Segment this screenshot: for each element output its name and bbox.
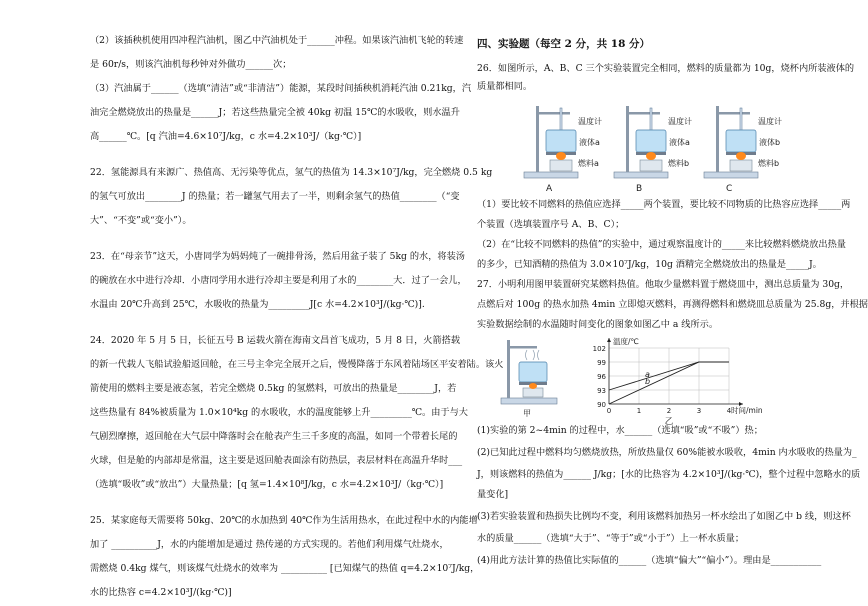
q24-line-4: 这些热量有 84%被质量为 1.0×10⁴kg 的水吸收，水的温度能够上升_________℃。由于与大 — [90, 407, 468, 418]
x-tick-label: 1 — [636, 407, 642, 415]
fuel-b-label: 燃料b — [668, 159, 690, 168]
q26-body-line-1: （1）要比较不同燃料的热值应选择_____两个装置，要比较不同物质的比热容应选择_____两 — [477, 199, 851, 210]
thermometer-label: 温度计 — [578, 117, 602, 126]
x-tick-label: 2 — [666, 407, 672, 415]
thermometer-label-b: 温度计 — [668, 117, 692, 126]
y-tick-label: 99 — [597, 359, 606, 367]
q25-line-2: 加了 __________J，水的内能增加是通过 热传递的方式实现的。若他们利用煤气灶烧水， — [90, 539, 449, 550]
q24-line-7: （选填“吸收”或“放出”）大量热量；[q 氢=1.4×10⁸J/kg，c 水=4.2×10³J/（kg·℃）] — [90, 479, 444, 490]
section-title: 四、实验题（每空 2 分，共 18 分） — [477, 38, 651, 50]
q21-line-1: （2）该插秧机使用四冲程汽油机，图乙中汽油机处于______冲程。如果该汽油机飞轮的转速 — [90, 35, 464, 46]
q24-line-3: 箭使用的燃料主要是液态氢，若完全燃烧 0.5kg 的氢燃料，可放出的热量是________J，若 — [90, 383, 457, 394]
q26-intro-line-1: 26．如图所示，A、B、C 三个实验装置完全相同，燃料的质量都为 10g，烧杯内所装液体的 — [477, 63, 855, 74]
q24-line-1: 24．2020 年 5 月 5 日，长征五号 B 运载火箭在海南文昌首飞成功，5 月 8 日，火箭搭载 — [90, 335, 461, 346]
series-label-b: b — [645, 377, 651, 386]
q27-body-line-5: (3)若实验装置和热损失比例均不变，利用该燃料加热另一杯水绘出了如图乙中 b 线，则这杯 — [477, 511, 851, 522]
q23-line-1: 23．在“母亲节”这天，小唐同学为妈妈炖了一碗排骨汤，然后用盆子装了 5kg 的水，将装汤 — [90, 251, 465, 262]
q21-line-4: 油完全燃烧放出的热量是______J；若这些热量完全被 40kg 初温 15℃的水吸收，则水温升 — [90, 107, 460, 118]
q21-line-3: （3）汽油属于______（选填“清洁”或“非清洁”）能源，某段时间插秧机消耗汽油 0.21kg，汽 — [90, 83, 472, 94]
q25-line-4: 水的比热容 c=4.2×10³J/(kg·℃)] — [90, 587, 232, 598]
temperature-chart — [589, 336, 799, 427]
y-axis-arrow — [607, 338, 611, 342]
label-b: B — [636, 184, 643, 194]
y-tick-label: 102 — [592, 345, 606, 353]
apparatus-a — [524, 106, 602, 194]
y-axis-label: 温度/℃ — [613, 337, 639, 346]
apparatus-figure — [522, 102, 792, 196]
thermometer-label-c: 温度计 — [758, 117, 782, 126]
q21-line-2: 是 60r/s，则该汽油机每秒钟对外做功______次； — [90, 59, 292, 70]
jia-label: 甲 — [523, 409, 531, 418]
q26-body-line-4: 的多少，已知酒精的热值为 3.0×10⁷J/kg，10g 酒精完全燃烧放出的热量是_____J。 — [477, 259, 822, 270]
q24-line-2: 的新一代载人飞船试验船返回舱，在三号主伞完全展开之后，慢慢降落于东风着陆场区平安着陆。该火 — [90, 359, 504, 370]
label-c: C — [726, 184, 733, 194]
q27-body-line-2: (2)已知此过程中燃料均匀燃烧放热，所放热量仅 60%能被水吸收，4min 内水吸收的热量为_ — [477, 447, 857, 458]
apparatus-c — [704, 106, 782, 194]
q24-line-6: 火球，但是舱的内部却是常温，这主要是返回舱表面涂有防热层，表层材料在高温升华时___ — [90, 455, 463, 466]
liquid-b-label: 液体b — [759, 138, 781, 147]
apparatus-b — [614, 106, 692, 194]
q21-line-5: 高______℃。[q 汽油=4.6×10⁷J/kg，c 水=4.2×10³J/（kg·℃）] — [90, 131, 362, 142]
q24-line-5: 气剧烈摩擦，返回舱在大气层中降落时会在舱表产生三千多度的高温，如同一个带着长尾的 — [90, 431, 458, 442]
q27-line-1: 27．小明利用图甲装置研究某燃料热值。他取少量燃料置于燃烧皿中，测出总质量为 30g， — [477, 279, 850, 290]
q26-body-line-2: 个装置（选填装置序号 A、B、C）； — [477, 219, 625, 230]
q27-body-line-1: (1)实验的第 2~4min 的过程中，水______（选填“吸”或“不吸”）热； — [477, 425, 763, 436]
q22-line-1: 22．氢能源具有来源广、热值高、无污染等优点，氢气的热值为 14.3×10⁷J/kg，完全燃烧 0.5 kg — [90, 167, 493, 178]
q27-body-line-3: J，则该燃料的热值为______ J/kg；[水的比热容为 4.2×10³J/(kg·℃)，整个过程中忽略水的质 — [477, 469, 861, 480]
liquid-a-label-b: 液体a — [669, 138, 690, 147]
q23-line-2: 的碗放在水中进行冷却．小唐同学用水进行冷却主要是利用了水的________大．过了一会儿， — [90, 275, 467, 286]
fuel-a-label: 燃料a — [578, 159, 599, 168]
label-a: A — [546, 184, 553, 194]
series-label-a: a — [645, 370, 650, 379]
y-tick-label: 93 — [597, 387, 606, 395]
q27-line-3: 实验数据绘制的水温随时间变化的图象如图乙中 a 线所示。 — [477, 319, 719, 330]
y-tick-label: 96 — [597, 373, 606, 381]
q26-body-line-3: （2）在“比较不同燃料的热值”的实验中，通过观察温度计的_____来比较燃料燃烧放出热量 — [477, 239, 846, 250]
x-axis-label: 时间/min — [731, 406, 763, 415]
q27-body-line-4: 量变化] — [477, 489, 509, 500]
q27-body-line-6: 水的质量______（选填“大于”、“等于”或“小于”）上一杯水质量； — [477, 533, 745, 544]
q26-intro-line-2: 质量都相同。 — [477, 81, 533, 92]
yi-label: 乙 — [664, 417, 674, 427]
fuel-b-label-c: 燃料b — [758, 159, 780, 168]
q25-line-1: 25．某家庭每天需要将 50kg、20℃的水加热到 40℃作为生活用热水，在此过程中水的内能增 — [90, 515, 478, 526]
y-tick-label: 90 — [597, 401, 606, 409]
figure-jia — [497, 336, 567, 420]
q25-line-3: 需燃烧 0.4kg 煤气，则该煤气灶烧水的效率为 __________ [已知煤气的热值 q=4.2×10⁷J/kg， — [90, 563, 480, 574]
liquid-a-label: 液体a — [579, 138, 600, 147]
x-tick-label: 4 — [726, 407, 732, 415]
q27-line-2: 点燃后对 100g 的热水加热 4min 立即熄灭燃料，再测得燃料和燃烧皿总质量为 25.8g，并根据 — [477, 299, 868, 310]
q22-line-3: 大”、“不变”或“变小”）。 — [90, 215, 192, 226]
q23-line-3: 水温由 20℃升高到 25℃，水吸收的热量为_________J[c 水=4.2×10³J/(kg·℃)]. — [90, 299, 425, 310]
q27-body-line-7: (4)用此方法计算的热值比实际值的______（选填“偏大”“偏小”）。理由是___________ — [477, 555, 822, 566]
x-tick-label: 0 — [606, 407, 612, 415]
x-tick-label: 3 — [696, 407, 702, 415]
q22-line-2: 的氢气可放出________J 的热量；若一罐氢气用去了一半，则剩余氢气的热值________（“变 — [90, 191, 460, 202]
